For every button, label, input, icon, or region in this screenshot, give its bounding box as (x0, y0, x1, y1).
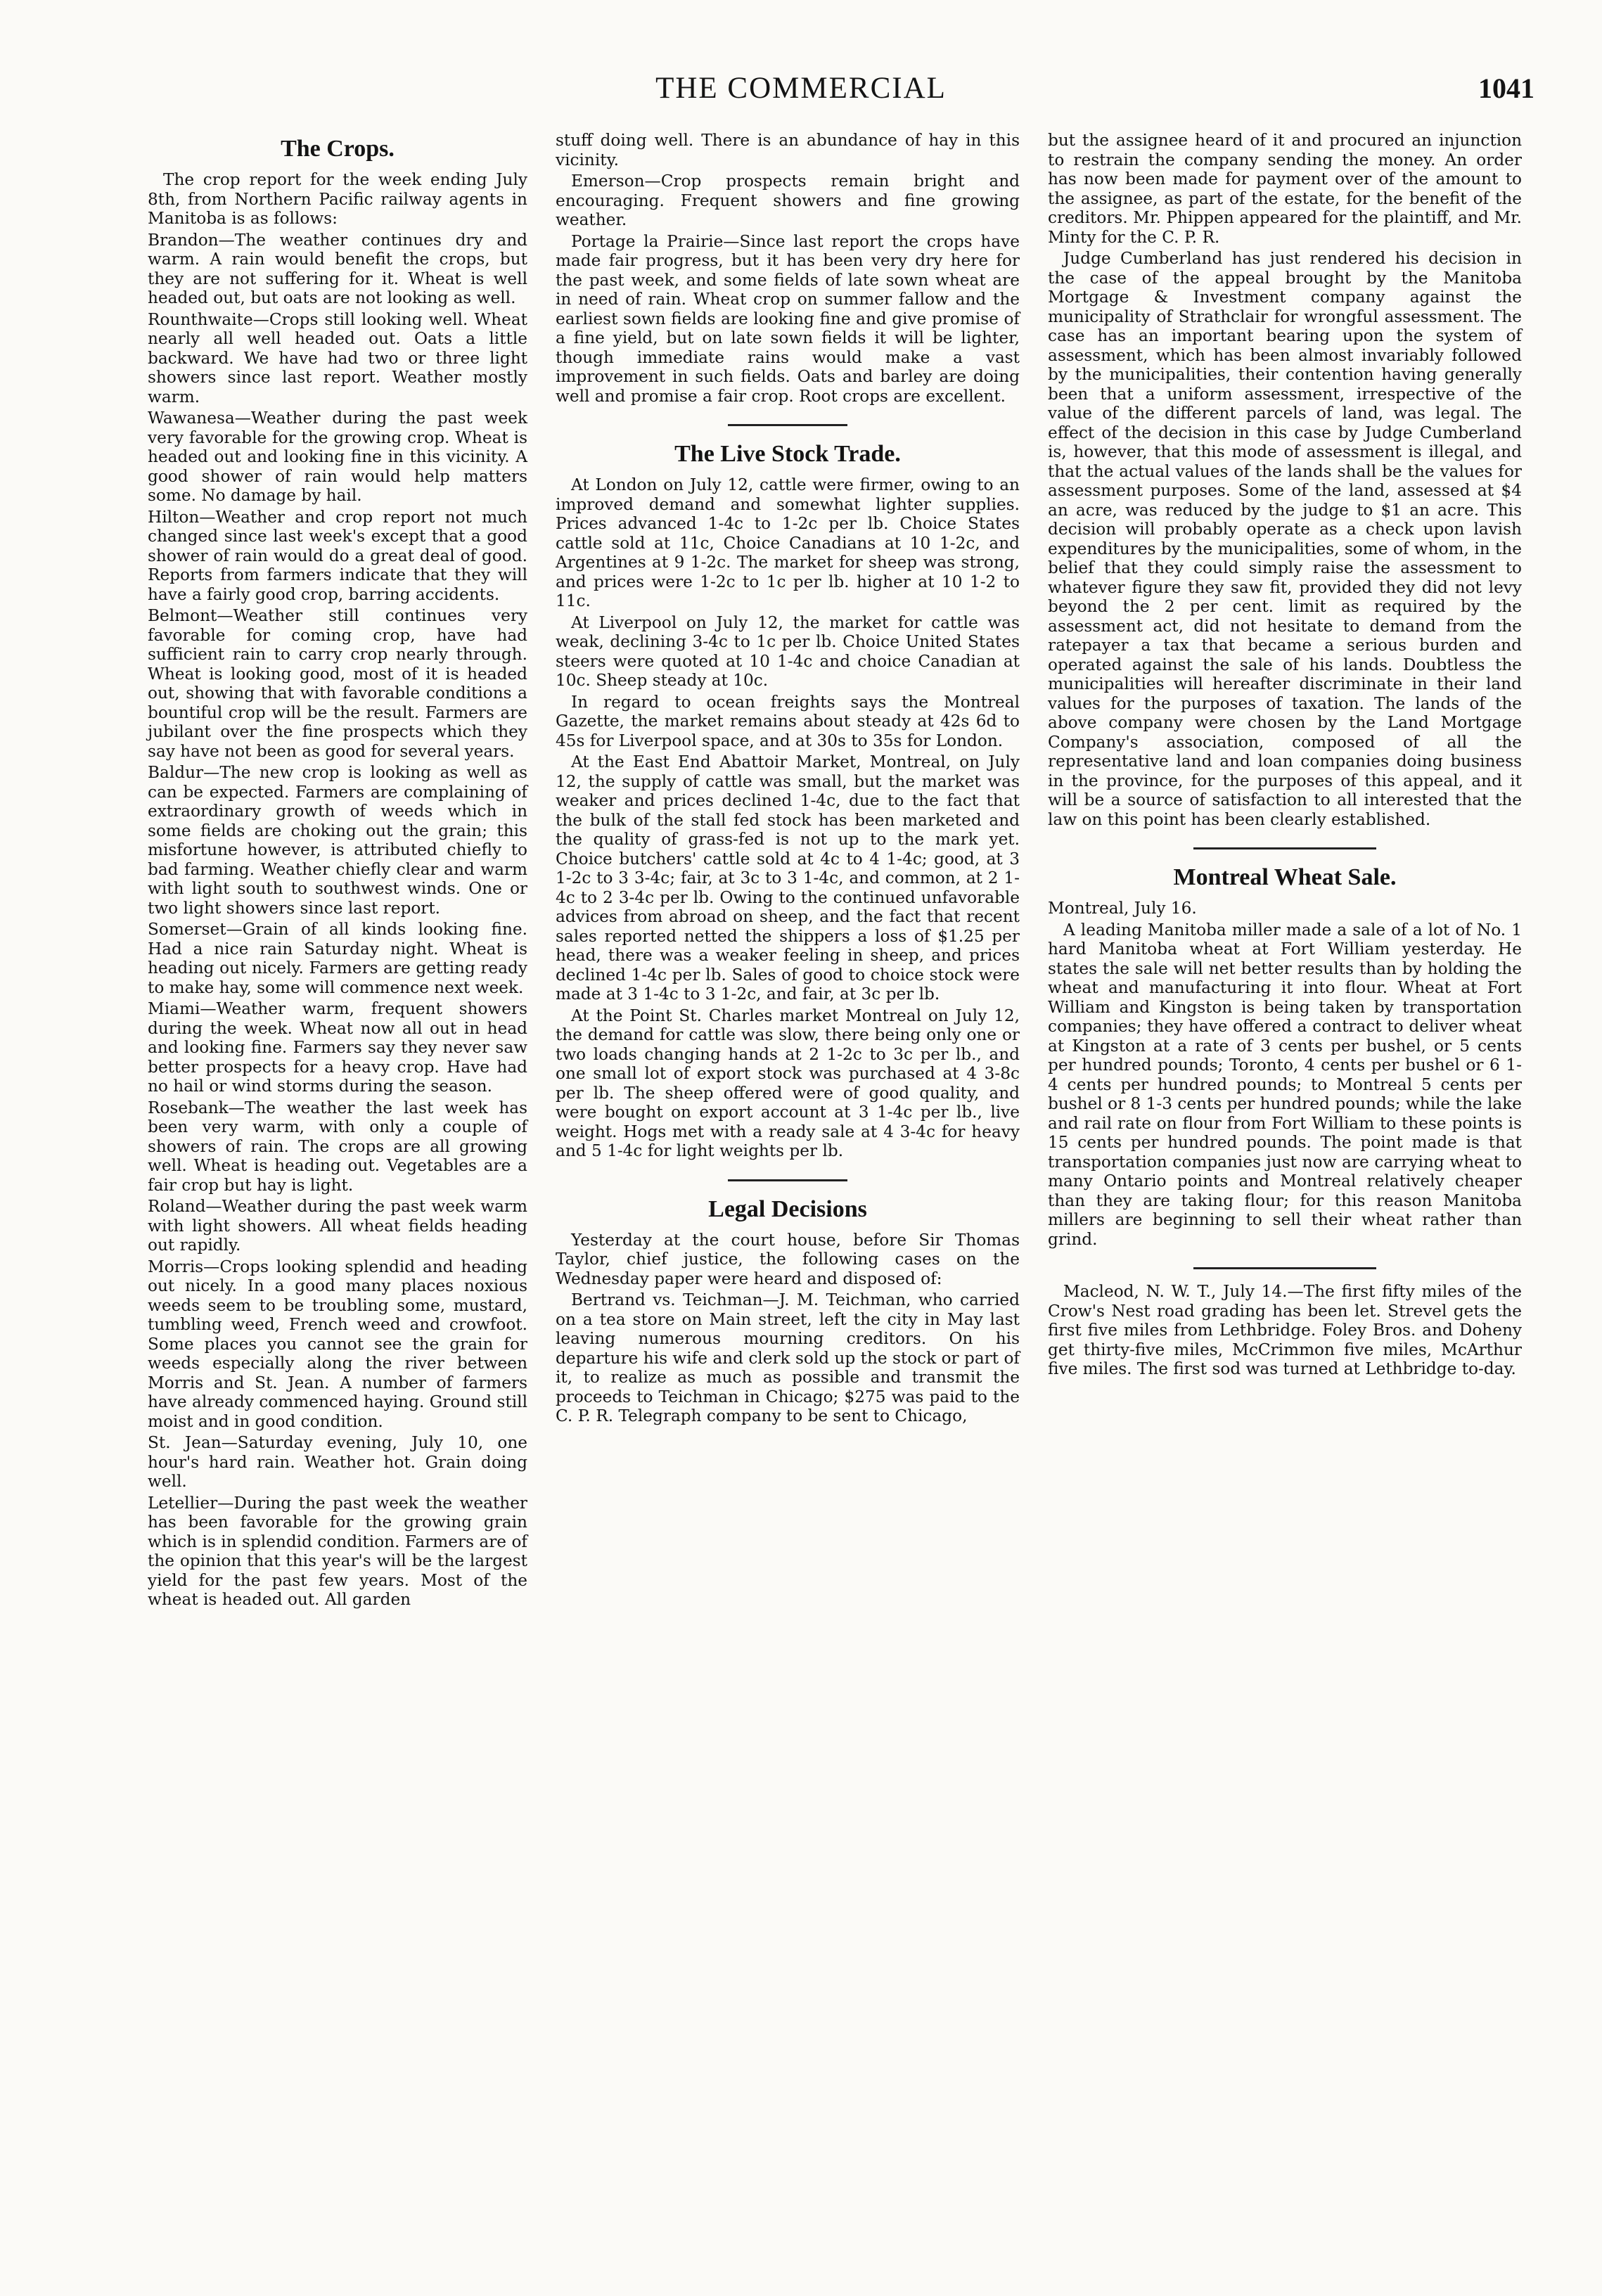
paragraph: St. Jean—Saturday evening, July 10, one hour's hard rain. Weather hot. Grain doing well. (148, 1433, 527, 1491)
column-3 (1048, 131, 1522, 1381)
paragraph: In regard to ocean freights says the Montreal Gazette, the market remains about steady at 42s 6d to 45s for Liverpool space, and at 30s to 35s for London. (556, 692, 1020, 750)
paragraph: Portage la Prairie—Since last report the crops have made fair progress, but it has been very dry here for the past week, and some fields of late sown wheat are in need of rain. Wheat crop on summer fallow and the earliest sown fields are looking fine and give promise of a fine yield, but on late sown fields it will be lighter, though immediate rains would make a vast improvement in such fields. Oats and barley are doing well and promise a fair crop. Root crops are excellent. (556, 231, 1020, 406)
paragraph: Belmont—Weather still continues very favorable for coming crop, have had sufficient rain to carry crop nearly through. Wheat is looking good, most of it is headed out, showing that with favorable conditions a bountiful crop will be the result. Farmers are jubilant over the fine prospects which they say have not been as good for several years. (148, 606, 527, 761)
paragraph: Letellier—During the past week the weather has been favorable for the growing grain which is in splendid condition. Farmers are of the opinion that this year's will be the largest yield for the past few years. Most of the wheat is headed out. All garden (148, 1493, 527, 1609)
heading-legal-decisions: Legal Decisions (708, 1195, 867, 1222)
paragraph: Rounthwaite—Crops still looking well. Wheat nearly all well headed out. Oats a little backward. We have had two or three light showers since last report. Weather mostly warm. (148, 309, 527, 406)
paragraph: At London on July 12, cattle were firmer, owing to an improved demand and somewhat lighter supplies. Prices advanced 1-4c to 1-2c per lb. Choice States cattle sold at 11c, Choice Canadians at 10 1-2c, and Argentines at 9 1-2c. The market for sheep was strong, and prices were 1-2c to 1c per lb. higher at 10 1-2 to 11c. (556, 475, 1020, 610)
paragraph: Roland—Weather during the past week warm with light showers. All wheat fields heading out rapidly. (148, 1197, 527, 1255)
paragraph: but the assignee heard of it and procured an injunction to restrain the company sending the money. An order has now been made for payment over of the amount to the assignee, as part of the estate, for the benefit of the creditors. Mr. Phippen appeared for the plaintiff, and Mr. Minty for the C. P. R. (1048, 131, 1522, 247)
section-divider (1193, 847, 1376, 849)
paragraph: At the Point St. Charles market Montreal on July 12, the demand for cattle was slow, there being only one or two loads changing hands at 2 1-2c to 3c per lb., and one small lot of export stock was purchased at 4 3-8c per lb. The sheep offered were of good quality, and were bought on export account at 3 1-4c per lb., live weight. Hogs met with a ready sale at 4 3-4c for heavy and 5 1-4c for light weights per lb. (556, 1006, 1020, 1160)
paragraph: Miami—Weather warm, frequent showers during the week. Wheat now all out in head and looking fine. Farmers say they never saw better prospects for a heavy crop. Have had no hail or wind storms during the season. (148, 999, 527, 1096)
paragraph: Emerson—Crop prospects remain bright and encouraging. Frequent showers and fine growing weather. (556, 172, 1020, 229)
paragraph: Hilton—Weather and crop report not much changed since last week's except that a good shower of rain would do a great deal of good. Reports from farmers indicate that they will have a fairly good crop, barring accidents. (148, 507, 527, 604)
paragraph: Rosebank—The weather the last week has been very warm, with only a couple of showers of rain. The crops are all growing well. Wheat is heading out. Vegetables are a fair crop but hay is light. (148, 1098, 527, 1195)
paragraph: Morris—Crops looking splendid and heading out nicely. In a good many places noxious weeds seem to be troubling some, mustard, tumbling weed, French weed and crowfoot. Some places you cannot see the grain for weeds especially along the river between Morris and St. Jean. A number of farmers have already commenced haying. Ground still moist and in good condition. (148, 1257, 527, 1431)
paragraph: Bertrand vs. Teichman—J. M. Teichman, who carried on a tea store on Main street, left the city in May last leaving numerous mourning creditors. On his departure his wife and clerk sold up the stock or part of it, to realize as much as possible and transmit the proceeds to Teichman in Chicago; $275 was paid to the C. P. R. Telegraph company to be sent to Chicago, (556, 1290, 1020, 1425)
paragraph-macleod: Macleod, N. W. T., July 14.—The first fifty miles of the Crow's Nest road grading has been let. Strevel gets the first five miles from Lethbridge. Foley Bros. and Doheny get thirty-five miles, McCrimmon five miles, McArthur five miles. The first sod was turned at Lethbridge to-day. (1048, 1282, 1522, 1378)
paragraph: Brandon—The weather continues dry and warm. A rain would benefit the crops, but they are not suffering for it. Wheat is well headed out, but oats are not looking as well. (148, 230, 527, 307)
paragraph: Judge Cumberland has just rendered his decision in the case of the appeal brought by the Manitoba Mortgage & Investment company against the municipality of Strathclair for wrongful assessment. The case has an important bearing upon the system of assessment, which has been almost invariably followed by the municipalities, their contention having generally been that a uniform assessment, irrespective of the value of the different parcels of land, was legal. The effect of the decision in this case by Judge Cumberland is, however, that this mode of assessment is illegal, and that the actual values of the lands shall be the values for assessment purposes. Some of the land, assessed at $4 an acre, was reduced by the judge to $1 an acre. This decision will probably operate as a check upon lavish expenditures by the municipalities, some of whom, in the belief that they could simply raise the assessment to whatever figure they saw fit, provided they did not levy beyond the 2 per cent. limit as required by the assessment act, did not hesitate to demand from the ratepayer a tax that became a serious burden and operated against the sale of his lands. Doubtless the municipalities will hereafter discriminate in their land values for the purposes of taxation. The lands of the above company were chosen by the Land Mortgage Company's association, composed of all the representative land and loan companies doing business in the province, for the purposes of this appeal, and it will be a source of satisfaction to all interested that the law on this point has been clearly established. (1048, 249, 1522, 829)
paragraph: Somerset—Grain of all kinds looking fine. Had a nice rain Saturday night. Wheat is heading out nicely. Farmers are getting ready to make hay, some will commence next week. (148, 920, 527, 997)
paragraph: At Liverpool on July 12, the market for cattle was weak, declining 3-4c to 1c per lb. Choice United States steers were quoted at 10 1-4c and choice Canadian at 10c. Sheep steady at 10c. (556, 613, 1020, 690)
heading-montreal-wheat-sale: Montreal Wheat Sale. (1173, 864, 1397, 890)
section-divider (728, 424, 847, 426)
paragraph: Baldur—The new crop is looking as well as can be expected. Farmers are complaining of extraordinary growth of weeds which in some fields are choking out the grain; this misfortune however, is attributed chiefly to bad farming. Weather chiefly clear and warm with light south to southwest winds. One or two light showers since last report. (148, 763, 527, 918)
paragraph: The crop report for the week ending July 8th, from Northern Pacific railway agents in Manitoba is as follows: (148, 170, 527, 228)
paragraph: A leading Manitoba miller made a sale of a lot of No. 1 hard Manitoba wheat at Fort William yesterday. He states the sale will net better results than by holding the wheat and manufacturing it into flour. Wheat at Fort William and Kingston is being taken by transportation companies; they have offered a contract to deliver wheat at Kingston at a rate of 3 cents per bushel, or 5 cents per hundred pounds; Toronto, 4 cents per bushel or 6 1-4 cents per hundred pounds; to Montreal 5 cents per bushel or 8 1-3 cents per hundred pounds; while the lake and rail rate on flour from Fort William to these points is 15 cents per hundred pounds. The point made is that transportation companies just now are carrying wheat to many Ontario points and Montreal relatively cheaper than they are taking flour; for this reason Manitoba millers are beginning to sell their wheat rather than grind. (1048, 920, 1522, 1249)
section-divider (1193, 1267, 1376, 1269)
column-1 (148, 131, 527, 1612)
paragraph: Yesterday at the court house, before Sir Thomas Taylor, chief justice, the following cases on the Wednesday paper were heard and disposed of: (556, 1230, 1020, 1288)
page-number: 1041 (1478, 72, 1534, 104)
heading-live-stock-trade: The Live Stock Trade. (674, 441, 901, 467)
dateline: Montreal, July 16. (1048, 899, 1197, 918)
paragraph: At the East End Abattoir Market, Montreal, on July 12, the supply of cattle was small, but the market was weaker and prices declined 1-4c, due to the fact that the bulk of the stall fed stock has been marketed and the quality of grass-fed is not up to the mark yet. Choice butchers' cattle sold at 4c to 4 1-4c; good, at 3 1-2c to 3 3-4c; fair, at 3c to 3 1-4c, and common, at 2 1-4c to 2 3-4c per lb. Owing to the continued unfavorable advices from abroad on sheep, and the fact that recent sales reported netted the shippers a loss of $1.25 per head, there was a weaker feeling in sheep, and prices declined 1-4c per lb. Sales of good to choice stock were made at 3 1-4c to 3 1-2c, and fair, at 3c per lb. (556, 752, 1020, 1003)
column-2 (556, 131, 1020, 1428)
heading-the-crops: The Crops. (281, 136, 395, 162)
page-header (0, 60, 1602, 117)
masthead: THE COMMERCIAL (655, 72, 947, 105)
section-divider (728, 1179, 847, 1181)
paragraph: stuff doing well. There is an abundance of hay in this vicinity. (556, 131, 1020, 169)
paragraph: Wawanesa—Weather during the past week very favorable for the growing crop. Wheat is headed out and looking fine in this vicinity. A good shower of rain would help matters some. No damage by hail. (148, 409, 527, 505)
